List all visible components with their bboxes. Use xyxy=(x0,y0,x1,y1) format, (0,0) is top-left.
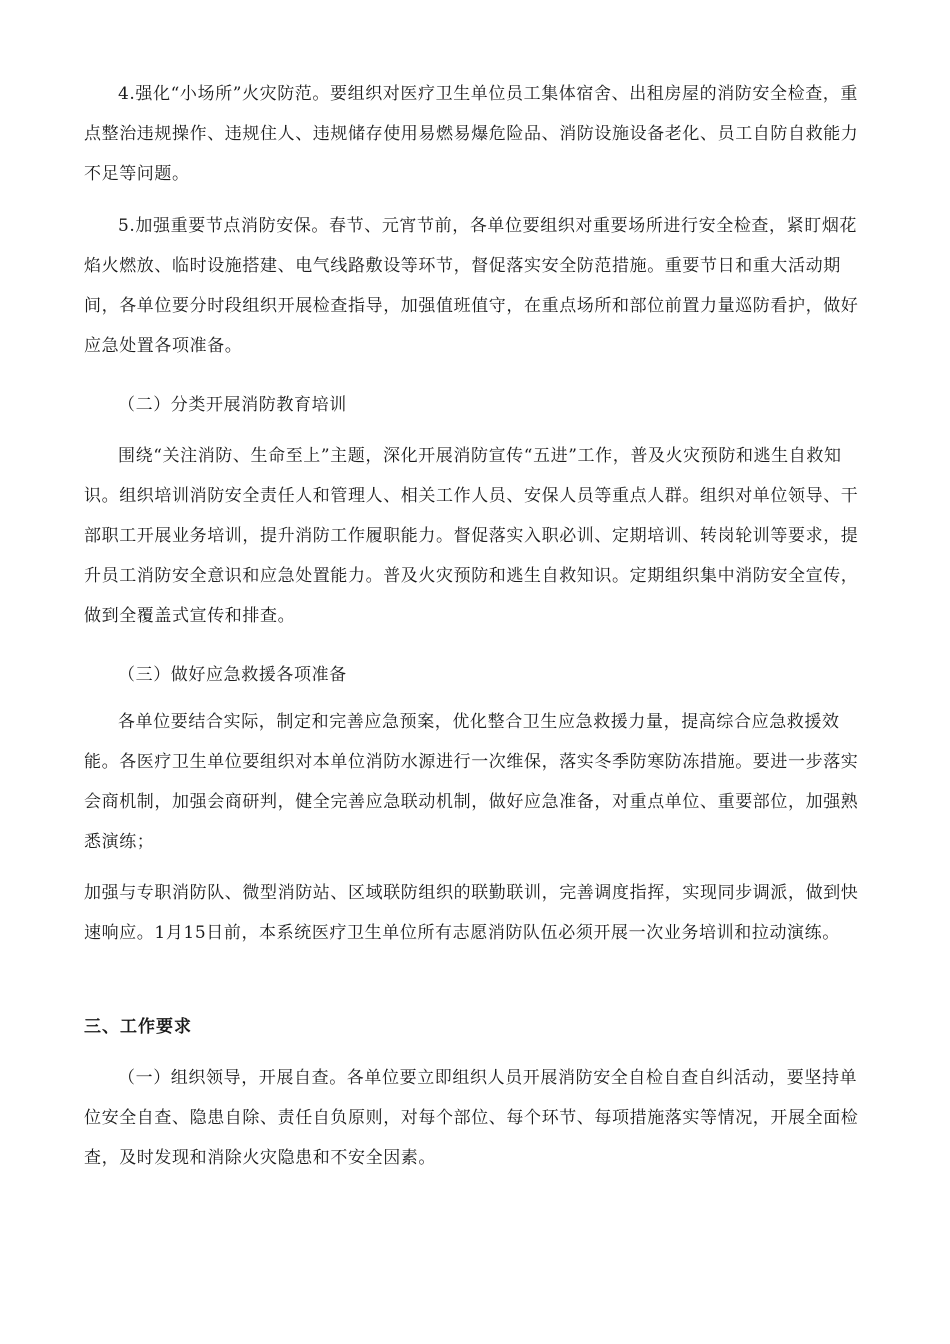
section-heading-work-requirements: 三、工作要求 xyxy=(84,1017,192,1037)
paragraph-fire-education-training: 围绕“关注消防、生命至上”主题，深化开展消防宣传“五进”工作，普及火灾预防和逃生自救知识。组织培训消防安全责任人和管理人、相关工作人员、安保人员等重点人群。组织对单位领导、干部职工开展业务培训，提升消防工作履职能力。督促落实入职必训、定期培训、转岗轮训等要求，提升员工消防安全意识和应急处置能力。普及火灾预防和逃生自救知识。定期组织集中消防安全宣传，做到全覆盖式宣传和排查。 xyxy=(84,446,859,626)
paragraph-organize-self-inspection: （一）组织领导，开展自查。各单位要立即组织人员开展消防安全自检自查自纠活动，要坚持单位安全自查、隐患自除、责任自负原则，对每个部位、每个环节、每项措施落实等情况，开展全面检查，及时发现和消除火灾隐患和不安全因素。 xyxy=(84,1068,859,1168)
paragraph-joint-training: 加强与专职消防队、微型消防站、区域联防组织的联勤联训，完善调度指挥，实现同步调派，做到快速响应。1月15日前，本系统医疗卫生单位所有志愿消防队伍必须开展一次业务培训和拉动演练。 xyxy=(84,883,859,943)
paragraph-small-venue-fire-prevention: 4.强化“小场所”火灾防范。要组织对医疗卫生单位员工集体宿舍、出租房屋的消防安全检查，重点整治违规操作、违规住人、违规储存使用易燃易爆危险品、消防设施设备老化、员工自防自救能力不足等问题。 xyxy=(84,84,859,184)
subheading-fire-education-training: （二）分类开展消防教育培训 xyxy=(118,395,347,415)
subheading-emergency-rescue-preparation: （三）做好应急救援各项准备 xyxy=(118,665,347,685)
paragraph-emergency-rescue-preparation: 各单位要结合实际，制定和完善应急预案，优化整合卫生应急救援力量，提高综合应急救援效能。各医疗卫生单位要组织对本单位消防水源进行一次维保，落实冬季防寒防冻措施。要进一步落实会商机制，加强会商研判，健全完善应急联动机制，做好应急准备，对重点单位、重要部位，加强熟悉演练； xyxy=(84,712,859,852)
paragraph-key-holiday-security: 5.加强重要节点消防安保。春节、元宵节前，各单位要组织对重要场所进行安全检查，紧盯烟花焰火燃放、临时设施搭建、电气线路敷设等环节，督促落实安全防范措施。重要节日和重大活动期间，各单位要分时段组织开展检查指导，加强值班值守，在重点场所和部位前置力量巡防看护，做好应急处置各项准备。 xyxy=(84,216,859,356)
